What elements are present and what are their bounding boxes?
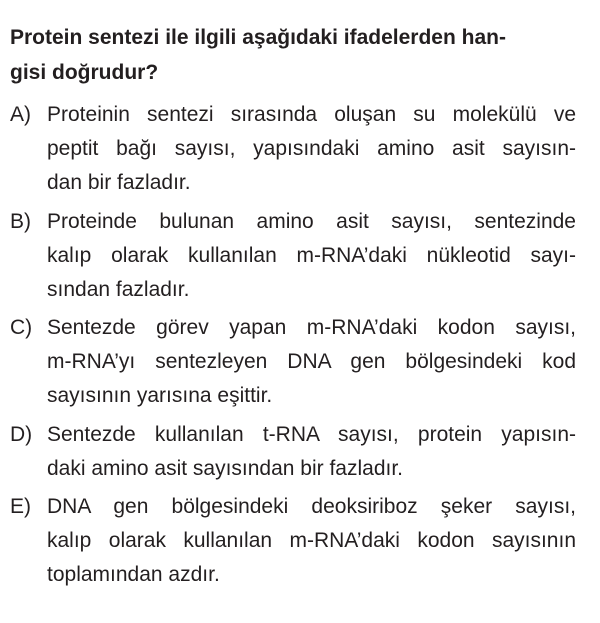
option-line: DNA gen bölgesindeki deoksiriboz şeker sayısı, [47,495,576,518]
option-line: peptit bağı sayısı, yapısındaki amino asit sayısın- [47,137,576,160]
option-line: kalıp olarak kullanılan m-RNA’daki nükleotid sayı- [47,244,576,267]
option-letter: D) [10,423,33,446]
option-line: Proteinin sentezi sırasında oluşan su molekülü ve [47,103,576,126]
question-line: Protein sentezi ile ilgili aşağıdaki ifadelerden han- [10,26,506,49]
option-text [47,205,576,307]
question-line: gisi doğrudur? [10,61,159,84]
option-line: dan bir fazladır. [47,171,191,194]
option-line: Proteinde bulunan amino asit sayısı, sentezinde [47,210,576,233]
option-letter: B) [10,210,31,233]
option-letter: C) [10,316,33,339]
option-line: Sentezde kullanılan t-RNA sayısı, protein yapısın- [47,423,576,446]
option-line: sından fazladır. [47,278,190,301]
option-line: kalıp olarak kullanılan m-RNA’daki kodon sayısının [47,529,576,552]
option-line: Sentezde görev yapan m-RNA’daki kodon sayısı, [47,316,576,339]
option-line: sayısının yarısına eşittir. [47,384,273,407]
option-text [47,490,576,592]
option-line: daki amino asit sayısından bir fazladır. [47,457,404,480]
option-text [47,98,576,200]
option-text [47,311,576,413]
option-line: m-RNA’yı sentezleyen DNA gen bölgesindeki kod [47,350,576,373]
option-letter: E) [10,495,31,518]
option-text [47,418,576,486]
question-stem [10,20,570,90]
option-letter: A) [10,103,31,126]
option-line: toplamından azdır. [47,563,220,586]
